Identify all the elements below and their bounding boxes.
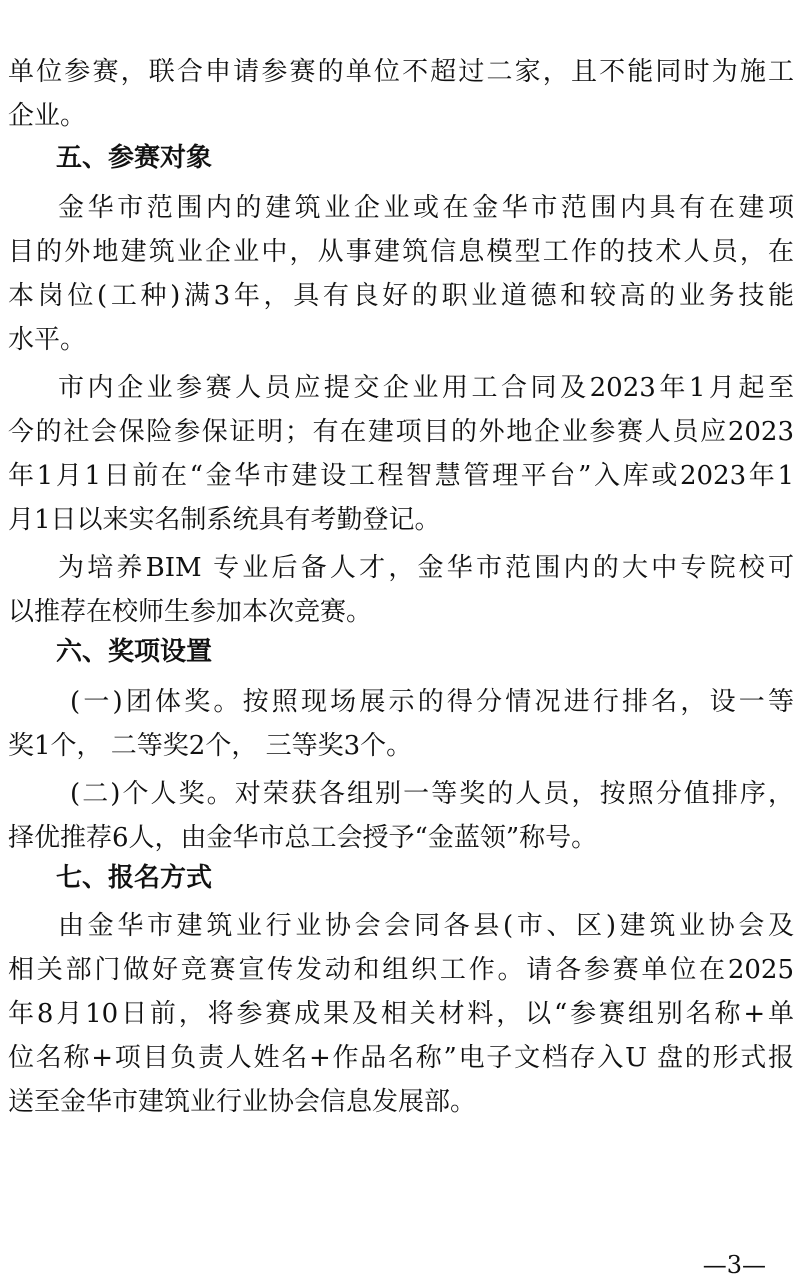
paragraph-line: 由金华市建筑业行业协会会同各县(市、区)建筑业协会及 bbox=[58, 911, 794, 941]
paragraph-line: 奖1个， 二等奖2个， 三等奖3个。 bbox=[8, 731, 413, 761]
paragraph-line: 位名称+项目负责人姓名+作品名称”电子文档存入U 盘的形式报 bbox=[8, 1043, 794, 1073]
paragraph-line: 年1月1日前在“金华市建设工程智慧管理平台”入库或2023年1 bbox=[8, 461, 794, 491]
paragraph-line: 月1日以来实名制系统具有考勤登记。 bbox=[8, 505, 441, 535]
paragraph-line: 为培养BIM 专业后备人才，金华市范围内的大中专院校可 bbox=[58, 553, 794, 583]
paragraph-line: 水平。 bbox=[8, 325, 87, 355]
paragraph-line: 本岗位(工种)满3年，具有良好的职业道德和较高的业务技能 bbox=[8, 281, 794, 311]
paragraph-line: 年8月10日前，将参赛成果及相关材料，以“参赛组别名称+单 bbox=[8, 999, 794, 1029]
paragraph-line: 以推荐在校师生参加本次竞赛。 bbox=[8, 597, 373, 627]
paragraph-line: 企业。 bbox=[8, 101, 87, 131]
paragraph-line: (一)团体奖。按照现场展示的得分情况进行排名，设一等 bbox=[70, 687, 794, 717]
section-heading-awards: 六、奖项设置 bbox=[56, 637, 213, 667]
page-number: —3— bbox=[702, 1251, 766, 1279]
paragraph-line: 送至金华市建筑业行业协会信息发展部。 bbox=[8, 1087, 477, 1117]
paragraph-line: 择优推荐6人，由金华市总工会授予“金蓝领”称号。 bbox=[8, 823, 598, 853]
paragraph-line: 金华市范围内的建筑业企业或在金华市范围内具有在建项 bbox=[58, 193, 794, 223]
section-heading-participants: 五、参赛对象 bbox=[56, 143, 213, 173]
paragraph-line: 市内企业参赛人员应提交企业用工合同及2023年1月起至 bbox=[58, 373, 794, 403]
paragraph-line: 目的外地建筑业企业中，从事建筑信息模型工作的技术人员，在 bbox=[8, 237, 794, 267]
paragraph-line: 单位参赛，联合申请参赛的单位不超过二家，且不能同时为施工 bbox=[8, 57, 794, 87]
section-heading-registration: 七、报名方式 bbox=[56, 863, 213, 893]
paragraph-line: 相关部门做好竞赛宣传发动和组织工作。请各参赛单位在2025 bbox=[8, 955, 794, 985]
paragraph-line: 今的社会保险参保证明；有在建项目的外地企业参赛人员应2023 bbox=[8, 417, 794, 447]
paragraph-line: (二)个人奖。对荣获各组别一等奖的人员，按照分值排序， bbox=[70, 779, 794, 809]
